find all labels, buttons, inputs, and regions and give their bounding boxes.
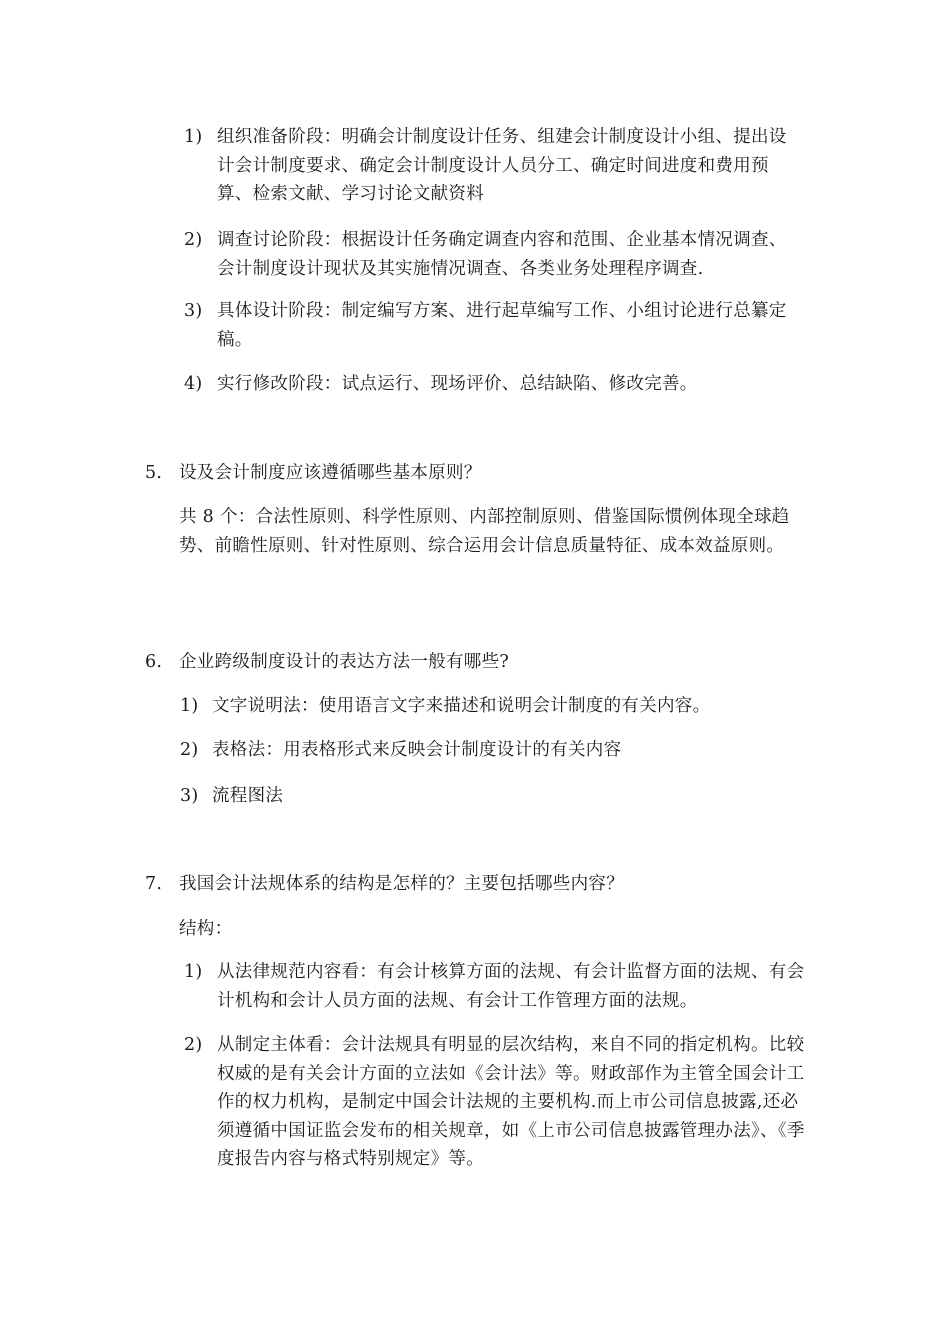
list-item [180, 782, 800, 812]
list-item-number: 1) [180, 696, 199, 716]
list-item-text: 文字说明法：使用语言文字来描述和说明会计制度的有关内容。 [212, 696, 711, 716]
list-item-number: 1) [184, 962, 203, 982]
question-text: 设及会计制度应该遵循哪些基本原则？ [179, 463, 482, 483]
list-item-number: 4) [184, 374, 203, 394]
question-text: 我国会计法规体系的结构是怎样的？主要包括哪些内容？ [179, 874, 624, 894]
list-item-number: 1) [184, 127, 203, 147]
list-item [184, 226, 804, 286]
list-item [184, 123, 804, 213]
list-item-text: 流程图法 [212, 786, 284, 806]
answer-paragraph: 共 8 个：合法性原则、科学性原则、内部控制原则、借鉴国际惯例体现全球趋势、前瞻性原则、针对性原则、综合运用会计信息质量特征、成本效益原则。 [179, 507, 790, 556]
list-item [180, 692, 800, 722]
question-number: 7. [145, 874, 163, 894]
list-item-text: 从法律规范内容看：有会计核算方面的法规、有会计监督方面的法规、有会计机构和会计人员方面的法规、有会计工作管理方面的法规。 [217, 962, 805, 1011]
question-text: 企业跨级制度设计的表达方法一般有哪些? [179, 652, 510, 672]
list-item [184, 297, 804, 357]
list-item-number: 2) [184, 1035, 203, 1055]
list-item-number: 3) [184, 301, 203, 321]
question-heading [145, 870, 805, 900]
question-number: 6. [145, 652, 163, 672]
question-heading [145, 459, 805, 489]
list-item [184, 1031, 809, 1181]
list-item [180, 736, 800, 766]
list-item-text: 组织准备阶段：明确会计制度设计任务、组建会计制度设计小组、提出设计会计制度要求、确定会计制度设计人员分工、确定时间进度和费用预算、检索文献、学习讨论文献资料 [217, 127, 787, 204]
question-number: 5. [145, 463, 163, 483]
list-item-text: 表格法：用表格形式来反映会计制度设计的有关内容 [212, 740, 622, 760]
list-item-number: 3) [180, 786, 199, 806]
list-item-text: 实行修改阶段：试点运行、现场评价、总结缺陷、修改完善。 [217, 374, 698, 394]
list-item-number: 2) [180, 740, 199, 760]
list-item-text: 调查讨论阶段：根据设计任务确定调查内容和范围、企业基本情况调查、会计制度设计现状及其实施情况调查、各类业务处理程序调查. [217, 230, 787, 279]
list-item-number: 2) [184, 230, 203, 250]
list-item-text: 从制定主体看：会计法规具有明显的层次结构，来自不同的指定机构。比较权威的是有关会计方面的立法如《会计法》等。财政部作为主管全国会计工作的权力机构，是制定中国会计法规的主要机构.而上市公司信息披露,还必须遵循中国证监会发布的相关规章，如《上市公司信息披露管理办法》、《季度报告内容与格式特别规定》等。 [217, 1035, 805, 1169]
list-item [184, 958, 809, 1018]
section-label: 结构： [179, 919, 233, 939]
list-item-text: 具体设计阶段：制定编写方案、进行起草编写工作、小组讨论进行总纂定稿。 [217, 301, 787, 350]
question-heading [145, 648, 805, 678]
list-item [184, 370, 804, 400]
